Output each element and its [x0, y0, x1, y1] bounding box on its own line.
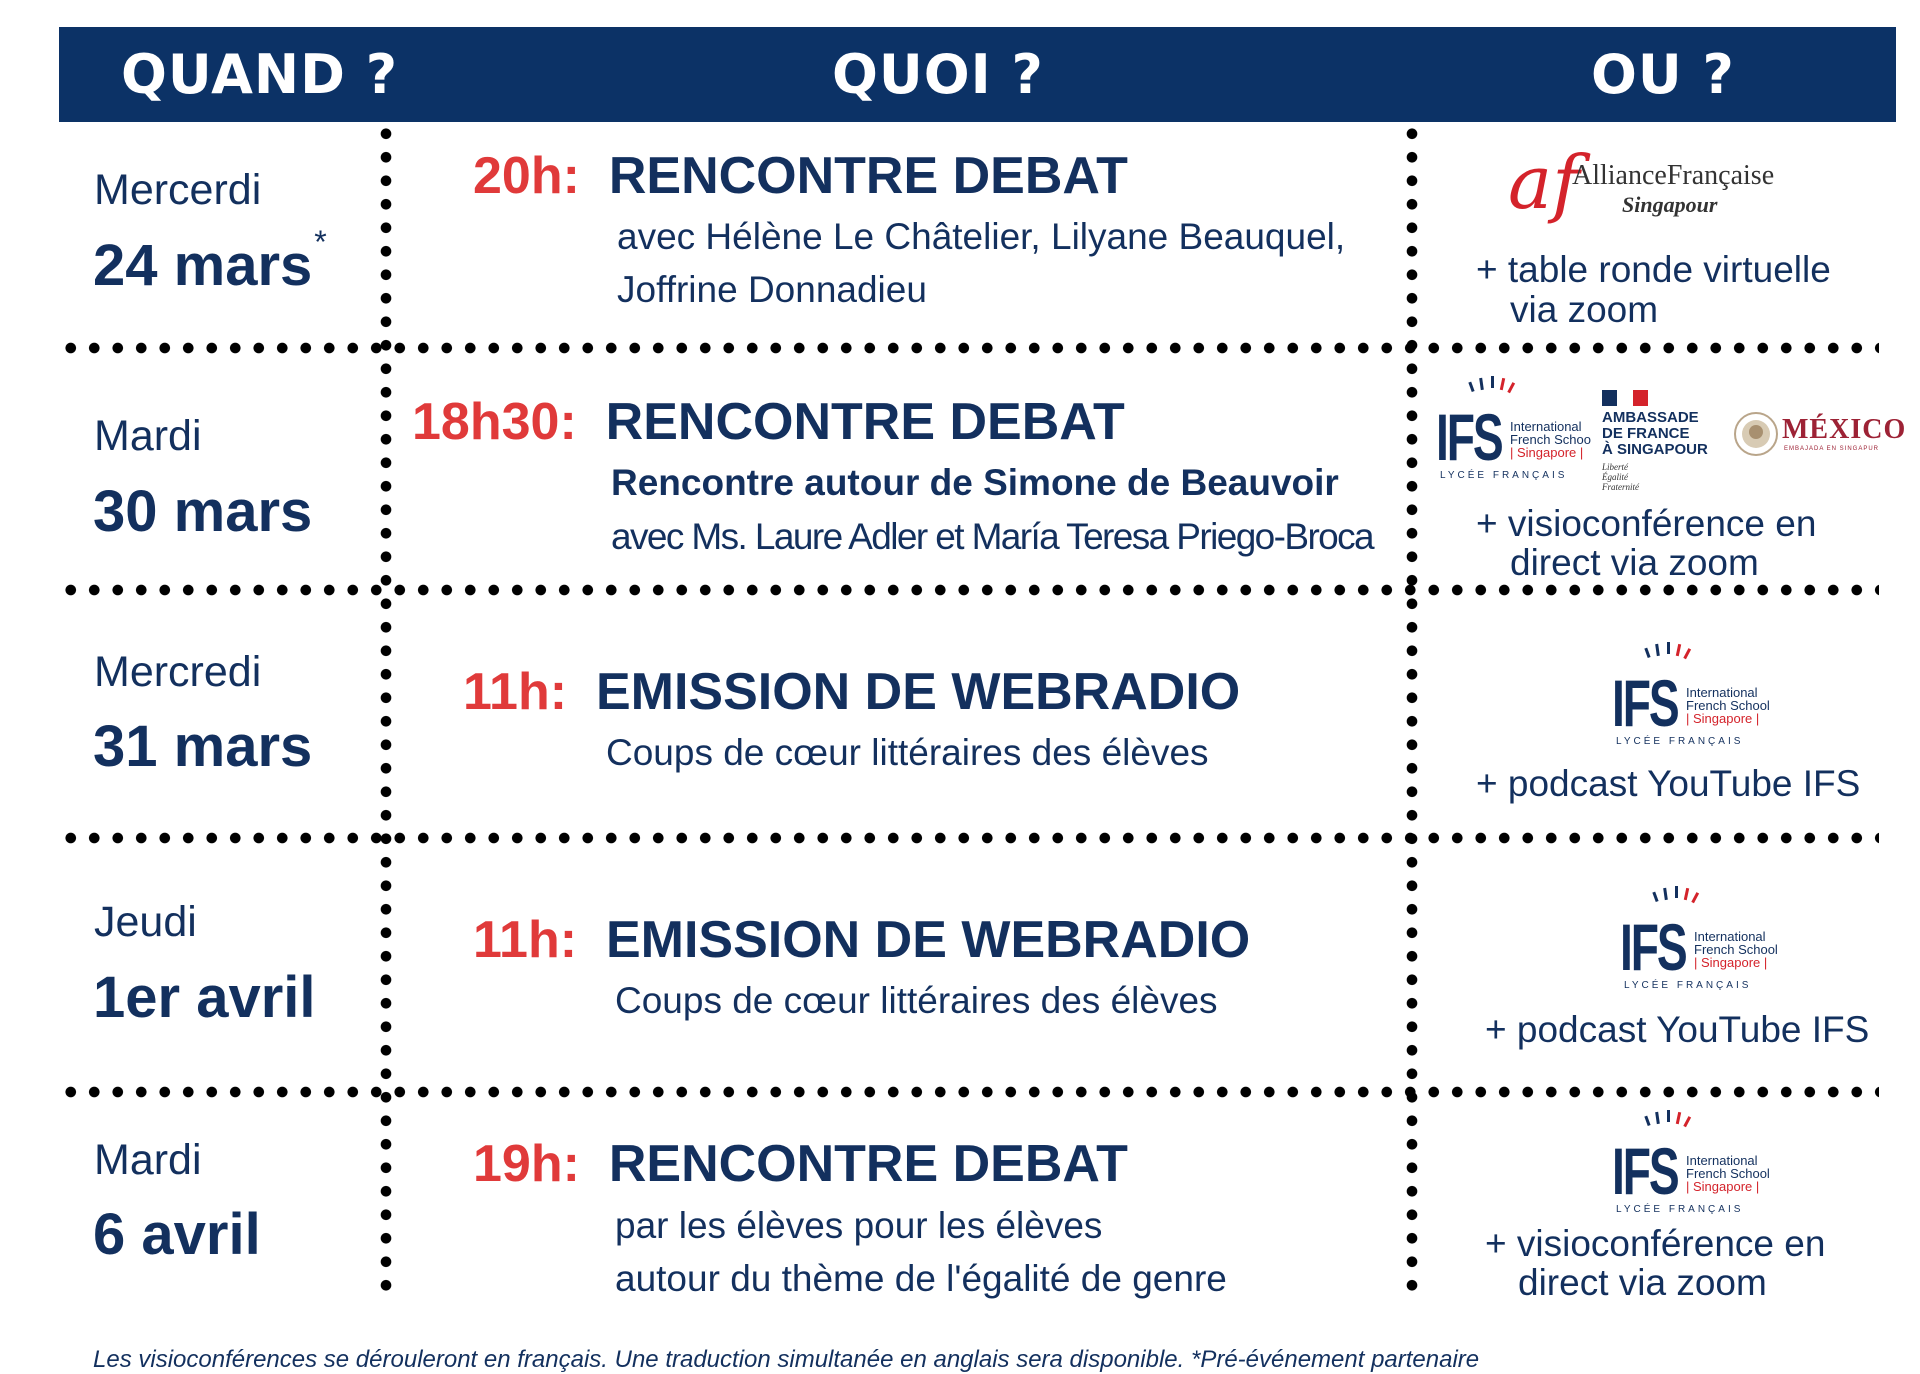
event-title: EMISSION DE WEBRADIO — [605, 911, 1251, 969]
event-detail: Coups de cœur littéraires des élèves — [615, 980, 1218, 1021]
event-heading — [473, 1134, 1128, 1194]
ifs-logo: IFS International French Schoo | Singapore | LYCÉE FRANÇAIS — [1436, 372, 1586, 482]
event-time: 11h: — [463, 663, 568, 721]
ifs-logo: IFS International French School | Singapore | LYCÉE FRANÇAIS — [1620, 882, 1780, 992]
event-time: 11h: — [473, 911, 578, 969]
table-header — [59, 27, 1896, 122]
where-line: + visioconférence en — [1485, 1223, 1826, 1264]
event-heading — [412, 392, 1125, 452]
where-line: via zoom — [1510, 289, 1659, 330]
row-date: 1er avril — [93, 965, 316, 1030]
event-title: RENCONTRE DEBAT — [608, 1135, 1128, 1193]
event-detail: avec Hélène Le Châtelier, Lilyane Beauquel, — [617, 216, 1346, 257]
row-day: Mercerdi — [94, 166, 262, 214]
header-when: QUAND ? — [121, 43, 399, 106]
row-date: 6 avril — [93, 1202, 261, 1267]
event-detail: autour du thème de l'égalité de genre — [615, 1258, 1227, 1299]
row-day: Mardi — [94, 412, 202, 460]
event-title: EMISSION DE WEBRADIO — [595, 663, 1241, 721]
mexico-embassy-logo: MÉXICO EMBAJADA EN SINGAPUR — [1732, 408, 1902, 462]
event-title: RENCONTRE DEBAT — [605, 393, 1125, 451]
header-what: QUOI ? — [832, 43, 1044, 106]
column-divider-right — [1406, 122, 1418, 1302]
where-line: + podcast YouTube IFS — [1485, 1009, 1870, 1050]
event-heading — [463, 662, 1240, 722]
where-line: direct via zoom — [1510, 542, 1759, 583]
where-line: + podcast YouTube IFS — [1476, 763, 1861, 804]
mexico-seal-icon — [1732, 410, 1780, 458]
ifs-rays-icon — [1640, 638, 1720, 666]
event-detail: par les élèves pour les élèves — [615, 1205, 1103, 1246]
row-date: 24 mars* — [93, 224, 327, 298]
event-time: 20h: — [473, 147, 580, 205]
event-time: 19h: — [473, 1135, 580, 1193]
event-detail: Rencontre autour de Simone de Beauvoir — [611, 462, 1339, 503]
column-divider-left — [380, 122, 392, 1302]
where-line: + visioconférence en — [1476, 503, 1817, 544]
event-detail: Coups de cœur littéraires des élèves — [606, 732, 1209, 773]
where-line: + table ronde virtuelle — [1476, 249, 1831, 290]
where-line: direct via zoom — [1518, 1262, 1767, 1303]
ifs-logo: IFS International French School | Singapore | LYCÉE FRANÇAIS — [1612, 638, 1772, 748]
footer-note: Les visioconférences se dérouleront en français. Une traduction simultanée en anglais sera disponible. *Pré-événement partenaire — [93, 1346, 1480, 1373]
french-flag-icon — [1602, 390, 1648, 406]
ifs-logo: IFS International French School | Singapore | LYCÉE FRANÇAIS — [1612, 1106, 1772, 1216]
header-where: OU ? — [1591, 43, 1735, 106]
event-detail: Joffrine Donnadieu — [617, 269, 927, 310]
alliance-francaise-logo: af AllianceFrançaise Singapour — [1508, 140, 1775, 226]
event-heading — [473, 146, 1128, 206]
row-day: Mardi — [94, 1136, 202, 1184]
row-divider — [59, 1086, 1879, 1098]
row-divider — [59, 342, 1879, 354]
row-divider — [59, 584, 1879, 596]
row-day: Mercredi — [94, 648, 262, 696]
row-divider — [59, 832, 1879, 844]
asterisk-mark: * — [314, 224, 327, 260]
row-date: 31 mars — [93, 714, 313, 779]
event-heading — [473, 910, 1250, 970]
event-title: RENCONTRE DEBAT — [608, 147, 1128, 205]
event-time: 18h30: — [412, 393, 577, 451]
ifs-rays-icon — [1648, 882, 1728, 910]
row-day: Jeudi — [94, 898, 197, 946]
event-detail: avec Ms. Laure Adler et María Teresa Priego-Broca — [611, 516, 1374, 557]
row-date: 30 mars — [93, 479, 313, 544]
ifs-rays-icon — [1640, 1106, 1720, 1134]
ambassade-de-france-logo: AMBASSADE DE FRANCE À SINGAPOUR Liberté Égalité Fraternité — [1600, 390, 1730, 500]
ifs-rays-icon — [1464, 372, 1544, 400]
